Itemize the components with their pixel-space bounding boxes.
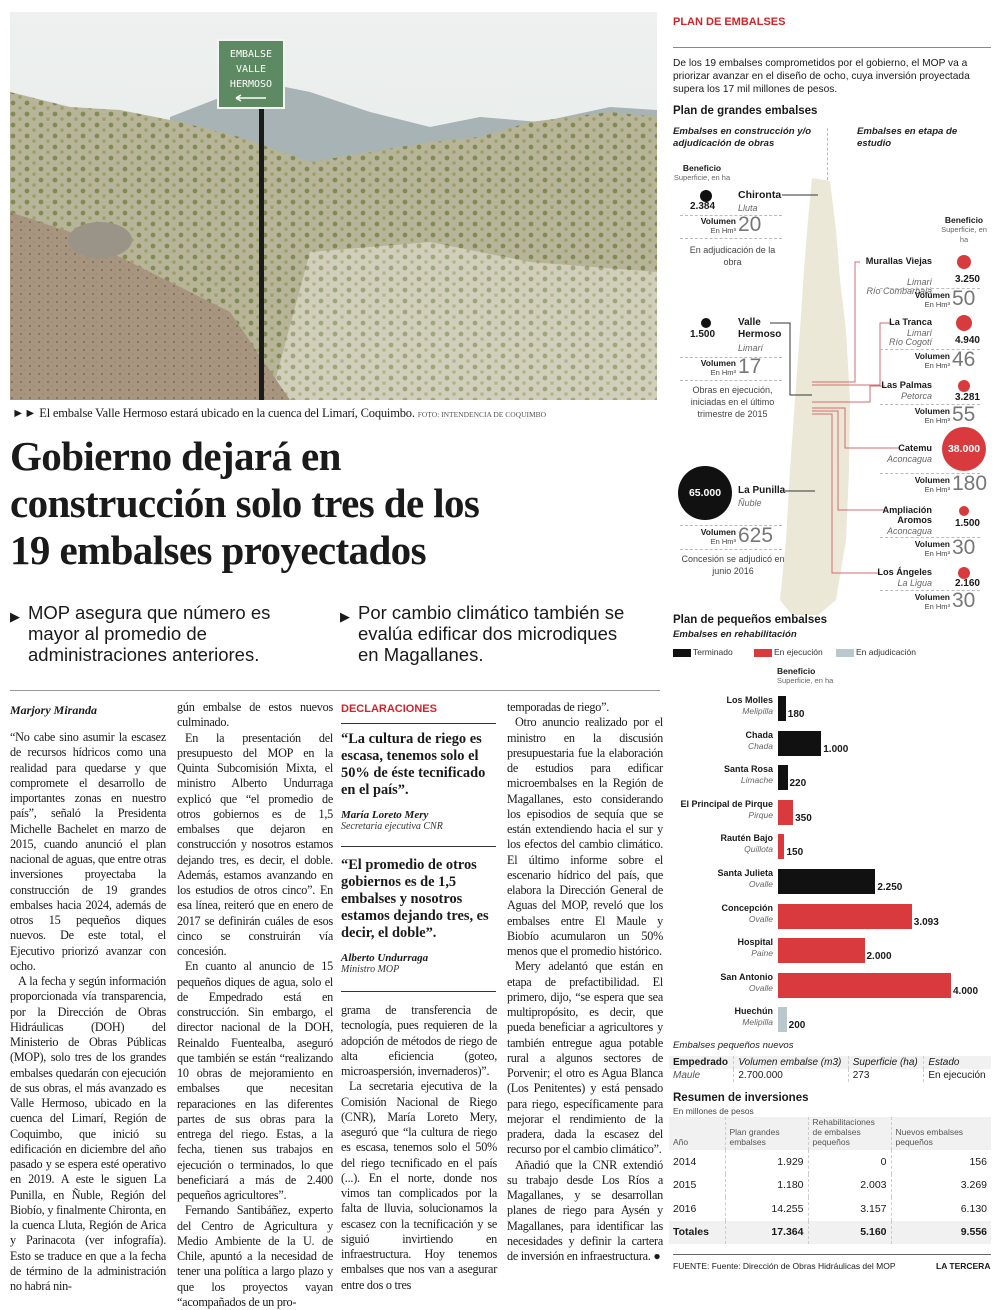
benefit-value: 65.000 [688, 487, 722, 499]
benefit-circle [942, 427, 986, 471]
benefit-circle [956, 315, 972, 331]
legend-adjudicacion [836, 647, 916, 657]
benefit-value: 4.940 [954, 335, 980, 346]
legend-label: Terminado [693, 647, 733, 657]
triangle-icon: ▶ [340, 609, 350, 624]
dam-location: Ñuble [738, 498, 762, 508]
volume-label-text: Volumen [914, 592, 950, 602]
volume-unit: En Hm³ [710, 226, 736, 235]
dam-location: La Ligua [897, 578, 932, 588]
table-cell: 3.157 [808, 1197, 891, 1221]
dam-status-note: Obras en ejecución, iniciadas en el último trimestre de 2015 [690, 385, 775, 419]
summary-unit: En millones de pesos [673, 1106, 754, 1116]
bar-value-label: 2.000 [866, 951, 892, 963]
bar-value-label: 4.000 [953, 985, 979, 997]
deck-text: MOP asegura que número es mayor al promedio de administraciones anteriores. [28, 602, 271, 665]
table-cell: 2014 [673, 1155, 697, 1168]
volume-unit: En Hm³ [924, 416, 950, 425]
deck-1 [10, 602, 310, 665]
paragraph: En cuanto al anuncio de 15 pequeños diques de agua, solo el de Empedrado está en construcción. Sin embargo, el director nacional de la DOH, Reinaldo Fuentealba, aseguró que también se están “realizando 10 obras de mejoramiento en embalses que necesitan reparaciones en las diferentes partes de sus obras para la entrega del riego. Estas, a la fecha, tienen sus trabajos en ejecución o terminados, lo que beneficiará a más de 2.400 pequeños agricultores”. [177, 959, 333, 1202]
infographic-title: PLAN DE EMBALSES [673, 16, 786, 28]
volume-value: 50 [952, 287, 976, 310]
bar-location-label: Pirque [748, 809, 773, 820]
legend-swatch [754, 649, 772, 657]
volume-unit: En Hm³ [924, 549, 950, 558]
divider [680, 380, 782, 381]
table-row [669, 1174, 991, 1198]
article-column-4 [507, 700, 663, 1275]
bar-category-label: Chada [745, 729, 773, 740]
benefit-circle [958, 380, 970, 392]
bar-axis-label [777, 666, 833, 686]
table-header [669, 1117, 991, 1150]
new-small-title: Embalses pequeños nuevos [673, 1040, 794, 1051]
volume-value: 180 [952, 472, 988, 495]
small-dams-subtitle: Embalses en rehabilitación [673, 629, 797, 640]
table-cell: Empedrado [673, 1057, 729, 1068]
bar [778, 973, 951, 998]
legend-label: En ejecución [774, 647, 823, 657]
table-cell: Plan grandes embalses [725, 1117, 808, 1150]
axis-unit: Superficie, en ha [777, 676, 834, 685]
bar-category-label: San Antonio [720, 971, 773, 982]
paragraph: Mery adelantó que están en etapa de prefactibilidad. El primero, dijo, “se espera que sea multipropósito, es decir, que pueda beneficiar a agricultores y también entregue agua potable rural a algunos sectores de Porvenir; el otro es Agua Blanca (Los Penitentes) y está pensado para riego, específicamente para mejorar el rendimiento de la pradera, dada la escasez del recurso por el cambio climático”. [507, 959, 663, 1157]
table-cell: 17.364 [725, 1221, 808, 1245]
declaraciones-title: DECLARACIONES [341, 703, 437, 715]
bar-location-label: Melipilla [742, 1017, 773, 1028]
volume-label-text: Volumen [700, 216, 736, 226]
divider [680, 238, 782, 239]
bar-category-label: Los Molles [726, 695, 773, 705]
table-cell: Rehabilitaciones de embalses pequeños [808, 1117, 891, 1150]
bar [778, 800, 793, 825]
volume-label-text: Volumen [914, 475, 950, 485]
benefit-value: 3.250 [954, 274, 980, 285]
dam-location: Limarí [906, 328, 932, 338]
axis-label: Beneficio [777, 666, 816, 676]
article-column-2 [177, 700, 333, 1309]
quote-role: Ministro MOP [341, 964, 400, 975]
table-cell: Maule [673, 1070, 701, 1081]
deck-2 [340, 602, 640, 665]
bar-location-label: Quillota [744, 844, 773, 855]
deck-text: Por cambio climático también se evalúa edificar dos microdiques en Magallanes. [358, 602, 625, 665]
paragraph: Añadió que la CNR extendió su trabajo desde Los Ríos a Magallanes, y se desarrollan planes de riego para Aysén y Magallanes, para identificar las necesidades y definir la cartera de inversión en infraestructura. ● [507, 1157, 663, 1263]
bar [778, 904, 912, 929]
table-cell: En ejecución [924, 1069, 991, 1082]
benefit-circle [678, 466, 732, 520]
table-row [669, 1069, 991, 1082]
dam-status-note: En adjudicación de la obra [689, 245, 776, 267]
large-dams-title: Plan de grandes embalses [673, 105, 818, 117]
benefit-value: 3.281 [954, 392, 980, 403]
study-heading: Embalses en etapa de estudio [857, 126, 958, 149]
table-row [669, 1150, 991, 1174]
benefit-legend-left [672, 163, 732, 183]
table-cell: Volumen embalse (m3) [734, 1056, 848, 1069]
caption-text: El embalse Valle Hermoso estará ubicado en la cuenca del Limarí, Coquimbo. [39, 406, 415, 420]
bar [778, 731, 821, 756]
benefit-value: 1.500 [690, 329, 716, 340]
caption-arrows-icon: ►► [12, 406, 40, 420]
dam-river: Río Cogotí [888, 337, 932, 347]
legend-swatch [673, 649, 691, 657]
volume-label [912, 291, 950, 309]
bar [778, 696, 786, 721]
dam-location: Limarí [738, 343, 764, 353]
benefit-label: Beneficio [682, 163, 722, 173]
table-cell: 1.180 [725, 1174, 808, 1198]
volume-value: 46 [952, 348, 976, 371]
paragraph: grama de transferencia de tecnología, pues requieren de la adopción de métodos de riego de alta eficiencia (goteo, microaspersión, invernaderos)”. [341, 1003, 497, 1078]
table-row [669, 1197, 991, 1221]
volume-label-text: Volumen [914, 406, 950, 416]
table-cell: 273 [848, 1069, 924, 1082]
volume-label [698, 359, 736, 377]
table-cell: 9.556 [891, 1221, 991, 1245]
volume-label [912, 476, 950, 494]
summary-table [669, 1117, 991, 1244]
article-column-3 [341, 1003, 497, 1292]
headline [10, 433, 479, 574]
bar-category-label: Hospital [737, 937, 773, 948]
quote-text: “La cultura de riego es escasa, tenemos solo el 50% de éste tecnificado en el país”. [341, 731, 486, 798]
quote-author: Alberto Undurraga [341, 952, 429, 964]
volume-label [912, 540, 950, 558]
table-cell: Estado [924, 1056, 991, 1069]
paragraph: temporadas de riego”. [507, 700, 610, 714]
sign-line-2: VALLE [235, 64, 267, 75]
table-cell: Totales [669, 1221, 725, 1245]
benefit-unit: Superficie, en ha [673, 173, 731, 182]
dam-location: Limarí [906, 277, 932, 287]
benefit-value: 2.384 [690, 201, 716, 212]
bar [778, 765, 788, 790]
benefit-legend-right [940, 215, 988, 245]
benefit-value: 2.160 [954, 578, 980, 589]
bar-value-label: 3.093 [913, 916, 939, 928]
bar-category-label: Santa Rosa [723, 764, 773, 775]
table-cell: 2015 [673, 1179, 697, 1192]
table-cell: Superficie (ha) [848, 1056, 924, 1069]
bar-location-label: Ovalle [748, 982, 773, 993]
bar-location-label: Melipilla [742, 706, 773, 716]
volume-label-text: Volumen [914, 351, 950, 361]
article-column-1 [10, 730, 166, 1293]
volume-value: 20 [738, 213, 762, 236]
legend-swatch [836, 649, 854, 657]
dam-name: Las Palmas [881, 380, 932, 390]
benefit-circle [959, 506, 969, 516]
divider [341, 991, 496, 992]
paragraph: gún embalse de estos nuevos culminado. [177, 700, 333, 730]
dam-name: Chironta [738, 189, 782, 201]
table-cell: 0 [808, 1150, 891, 1174]
bar-location-label: Ovalle [748, 879, 773, 889]
divider [341, 723, 496, 724]
small-dams-title: Plan de pequeños embalses [673, 614, 828, 626]
bar [778, 938, 865, 963]
bar [778, 869, 875, 894]
new-small-table [669, 1056, 991, 1082]
bar-location-label: Paine [751, 948, 773, 959]
summary-title: Resumen de inversiones [673, 1092, 809, 1104]
table-cell: 156 [891, 1150, 991, 1174]
dam-location: Petorca [900, 391, 932, 401]
photo-caption [12, 406, 546, 421]
bar-location-label: Limache [740, 775, 773, 786]
bar-value-label: 1.000 [823, 743, 849, 755]
bar-category-label: Rautén Bajo [720, 833, 773, 844]
article-photo [10, 12, 657, 400]
volume-unit: En Hm³ [924, 485, 950, 494]
volume-label-text: Volumen [700, 527, 736, 537]
quote-role: Secretaria ejecutiva CNR [341, 821, 443, 832]
table-cell: 1.929 [725, 1150, 808, 1174]
volume-label-text: Volumen [914, 539, 950, 549]
bar-category-label: Santa Julieta [717, 868, 773, 878]
bar-category-label: El Principal de Pirque [680, 798, 773, 809]
bar [778, 834, 784, 859]
volume-value: 30 [952, 589, 976, 612]
source-note: FUENTE: Fuente: Dirección de Obras Hidráulicas del MOP [673, 1261, 896, 1271]
table-header [669, 1056, 991, 1069]
volume-value: 55 [952, 403, 976, 426]
paragraph: La secretaria ejecutiva de la Comisión Nacional de Riego (CNR), María Loreto Mery, aseguró que “la cultura de riego es escasa, tenemos solo el 50% del riego tecnificado en el país (...). En el norte, donde nos vimos tan complicados por la falta de lluvia, solucionamos la escasez con la tecnificación y se siguió invirtiendo en infraestructura. Hoy tenemos embalses que nos van a asegurar entre dos o tres [341, 1079, 497, 1292]
table-cell: 2.700.000 [734, 1069, 848, 1082]
construction-heading: Embalses en construcción y/o adjudicación de obras [673, 126, 812, 149]
bar-value-label: 350 [795, 812, 812, 824]
dam-name: Valle Hermoso [738, 317, 782, 340]
bar-value-label: 200 [788, 1020, 806, 1032]
paragraph: “No cabe sino asumir la escasez de recursos hídricos como una realidad para quedarse y que compromete el desarrollo de importantes zonas en nuestro país”, señaló la Presidenta Michelle Bachelet en marzo de 2015, cuando anunció el plan nacional de aguas, que entre otras inversiones proyectaba la construcción de 19 grandes embalses hacia 2024, además de otros 15 pequeños diques nuevos. De este total, el Ejecutivo priorizó avanzar con ocho. [10, 730, 166, 973]
headline-line: Gobierno dejará en [10, 433, 341, 479]
table-cell: 6.130 [891, 1197, 991, 1221]
legend-terminado [673, 647, 733, 657]
headline-line: 19 embalses proyectados [10, 527, 426, 573]
paragraph: A la fecha y según información proporcionada vía transparencia, por la Dirección de Obras Hidráulicas (DOH) del Ministerio de Obras Públicas (MOP), solo tres de los grandes embalses quedarán con ejecución de sus obras, el más avanzado es Valle Hermoso, ubicado en la cuenca del Limarí, Región de Coquimbo, que inició su edificación en diciembre del año pasado y se espera esté operativo en 2019. A este le siguen La Punilla, en Ñuble, Región del Biobío, y finalmente Chironta, en la cuenca Lluta, Región de Arica y Parinacota (ver infografía). Esto se traduce en que a la fecha de término de la administración no habrá nin- [10, 974, 166, 1293]
bar-category-label: Huechún [734, 1006, 773, 1017]
dam-location: Lluta [738, 203, 758, 213]
divider [341, 846, 496, 847]
bar [778, 1007, 787, 1032]
dam-name: Murallas Viejas [865, 256, 932, 266]
benefit-label: Beneficio [944, 215, 984, 225]
volume-value: 30 [952, 536, 976, 559]
volume-unit: En Hm³ [924, 300, 950, 309]
infographic-intro: De los 19 embalses comprometidos por el gobierno, el MOP va a priorizar avanzar en el diseño de ocho, cuya inversión proyectada supera los 17 mil millones de pesos. [673, 58, 970, 95]
brand-label: LA TERCERA [936, 1261, 991, 1271]
bar-value-label: 2.250 [877, 882, 903, 893]
dam-status-note: Concesión se adjudicó en junio 2016 [681, 554, 785, 576]
paragraph: Otro anuncio realizado por el ministro en la discusión presupuestaria fue la elaboración de estudios para edificar microembalses en la Región de Magallanes, esto considerando los episodios de sequía que se están extendiendo hacia el sur y los efectos del cambio climático. El último informe sobre el escenario hídrico del país, que elabora la Dirección General de Aguas del MOP, reveló que los embalses entre El Maule y Biobío acumularon un 50% menos que el promedio histórico. [507, 715, 663, 958]
volume-unit: En Hm³ [710, 368, 736, 377]
divider [680, 549, 782, 550]
paragraph: En la presentación del presupuesto del MOP en la Quinta Subcomisión Mixta, el ministro Alberto Undurraga explicó que “el promedio de otros gobiernos es de 1,5 embalses que dejaron en construcción y nosotros estamos dejando tres, es decir, el doble. Además, estamos avanzando en los estudios de otros cinco”. En esa línea, reiteró que en enero de 2017 se definirán cuáles de esos cinco se construirán vía concesión. [177, 730, 333, 958]
table-cell: Año [669, 1117, 725, 1150]
divider [673, 1254, 991, 1255]
legend-ejecucion [754, 647, 823, 657]
paragraph: Fernando Santibáñez, experto del Centro de Agricultura y Medio Ambiente de la U. de Chile, apuntó a la necesidad de tener una política a largo plazo y que los proyectos vayan “acompañados de un pro- [177, 1203, 333, 1309]
quote-text: “El promedio de otros gobiernos es de 1,5 embalses y nosotros estamos dejando tres, es decir, el doble”. [341, 857, 489, 941]
quote-author: María Loreto Mery [341, 809, 429, 821]
dam-location: Aconcagua [886, 526, 932, 536]
triangle-icon: ▶ [10, 609, 20, 624]
benefit-circle [701, 318, 711, 328]
table-cell: 14.255 [725, 1197, 808, 1221]
volume-label-text: Volumen [700, 358, 736, 368]
volume-unit: En Hm³ [924, 602, 950, 611]
photo-credit: FOTO: INTENDENCIA DE COQUIMBO [417, 410, 547, 419]
dam-river: Río Combarbalá [866, 286, 932, 296]
volume-label [698, 217, 736, 235]
divider [10, 690, 660, 691]
sign-line-3: HERMOSO [229, 79, 273, 90]
table-row-totals [669, 1221, 991, 1245]
bar-location-label: Ovalle [748, 913, 773, 924]
dam-name: La Punilla [738, 485, 786, 496]
volume-label [912, 407, 950, 425]
benefit-value: 38.000 [947, 443, 981, 455]
volume-label-text: Volumen [914, 290, 950, 300]
bar-value-label: 150 [786, 847, 804, 859]
table-cell: Nuevos embalses pequeños [891, 1117, 991, 1150]
dam-name: Ampliación Aromos [882, 505, 932, 525]
quote-2 [341, 857, 497, 975]
byline: Marjory Miranda [10, 703, 98, 717]
table-cell: 2.003 [808, 1174, 891, 1198]
dam-name: Los Ángeles [877, 567, 932, 577]
bar-category-label: Concepción [721, 902, 773, 913]
volume-value: 625 [738, 524, 774, 547]
dam-name: Catemu [898, 443, 932, 453]
volume-value: 17 [738, 355, 762, 378]
legend-label: En adjudicación [856, 647, 917, 657]
volume-unit: En Hm³ [710, 537, 736, 546]
dam-name: La Tranca [889, 317, 932, 327]
table-cell: 3.269 [891, 1174, 991, 1198]
volume-label [698, 528, 736, 546]
bar-value-label: 220 [789, 778, 807, 790]
benefit-circle [957, 255, 971, 269]
sign-line-1: EMBALSE [229, 49, 273, 60]
table-cell: 5.160 [808, 1221, 891, 1245]
benefit-value: 1.500 [954, 518, 980, 529]
bar-value-label: 180 [787, 709, 805, 720]
volume-unit: En Hm³ [924, 361, 950, 370]
headline-line: construcción solo tres de los [10, 480, 480, 526]
dam-location: Aconcagua [886, 454, 932, 464]
volume-label [912, 352, 950, 370]
quote-1 [341, 731, 497, 832]
table-cell: 2016 [673, 1202, 697, 1215]
bar-location-label: Chada [747, 740, 773, 751]
volume-label [912, 593, 950, 611]
benefit-unit: Superficie, en ha [941, 225, 987, 244]
